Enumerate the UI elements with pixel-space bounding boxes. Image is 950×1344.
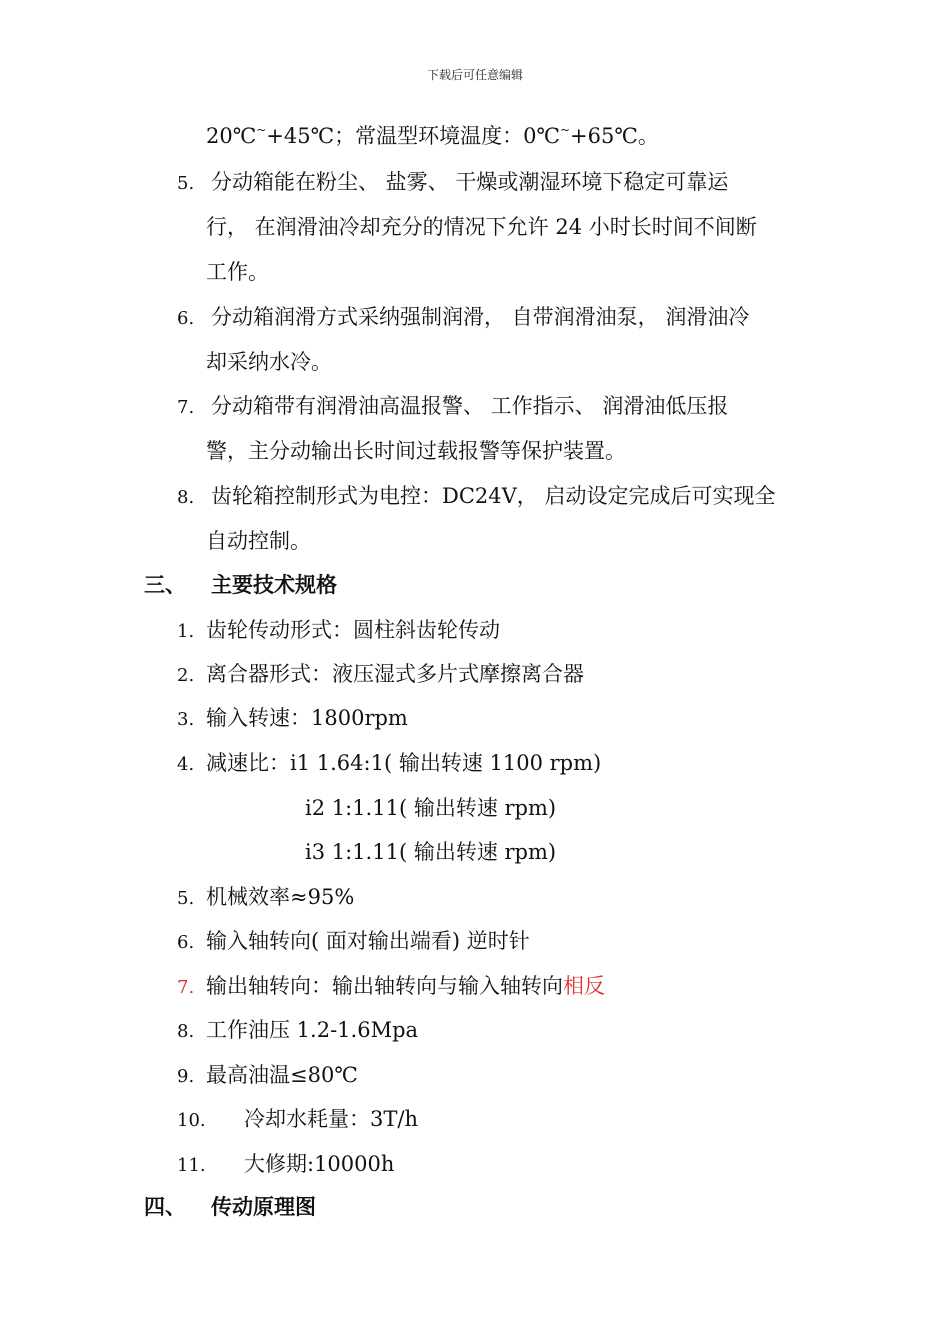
- spec-text: 工作油压 1.2-1.6Mpa: [206, 1018, 419, 1042]
- intro-part-a: 20℃: [206, 124, 257, 148]
- intro-tilde-2: ~: [559, 123, 571, 137]
- spec-text: 齿轮传动形式：圆柱斜齿轮传动: [206, 618, 500, 642]
- spec-number: 8.: [177, 1021, 195, 1042]
- spec-text: [206, 972, 605, 1000]
- spec-text: 机械效率≈95%: [206, 885, 355, 909]
- spec-text: 输入转速：1800rpm: [206, 706, 408, 730]
- highlight-text: 相反: [563, 974, 605, 998]
- section-number: 三、: [144, 573, 186, 597]
- spec-number: 5.: [177, 888, 195, 909]
- spec-number: 11.: [177, 1155, 206, 1176]
- spec-number: 6.: [177, 932, 195, 953]
- spec-number: 10.: [177, 1110, 206, 1131]
- item-text: 自动控制。: [206, 529, 311, 553]
- item-number: 5.: [177, 173, 195, 194]
- section-number: 四、: [144, 1195, 186, 1219]
- item-number: 6.: [177, 308, 195, 329]
- spec-number: 7.: [177, 977, 195, 998]
- intro-part-b: +45℃；常温型环境温度：0℃: [266, 124, 560, 148]
- item-text: 分动箱能在粉尘、 盐雾、 干燥或潮湿环境下稳定可靠运: [211, 170, 729, 194]
- spec-number: 3.: [177, 709, 195, 730]
- item-number: 8.: [177, 487, 195, 508]
- spec-number: 1.: [177, 621, 195, 642]
- spec-text-main: 输出轴转向：输出轴转向与输入轴转向: [206, 974, 563, 998]
- page-header: 下载后可任意编辑: [426, 68, 523, 82]
- spec-number: 4.: [177, 754, 195, 775]
- spec-text: 大修期:10000h: [244, 1152, 395, 1176]
- spec-text: 最高油温≤80℃: [206, 1063, 358, 1087]
- item-text: 工作。: [206, 260, 269, 284]
- spec-text: 减速比：i1 1.64:1( 输出转速 1100 rpm): [206, 751, 602, 775]
- spec-text: 离合器形式：液压湿式多片式摩擦离合器: [206, 662, 584, 686]
- item-text: 齿轮箱控制形式为电控：DC24V， 启动设定完成后可实现全: [211, 484, 776, 508]
- spec-text-sub: i3 1:1.11( 输出转速 rpm): [305, 840, 557, 864]
- spec-text: 输入轴转向( 面对输出端看) 逆时针: [206, 929, 530, 953]
- spec-text-sub: i2 1:1.11( 输出转速 rpm): [305, 796, 557, 820]
- spec-number: 2.: [177, 665, 195, 686]
- intro-tilde-1: ~: [256, 123, 267, 137]
- item-text: 分动箱带有润滑油高温报警、 工作指示、 润滑油低压报: [211, 394, 729, 418]
- item-text: 分动箱润滑方式采纳强制润滑， 自带润滑油泵， 润滑油冷: [211, 305, 750, 329]
- section-title: 传动原理图: [211, 1195, 316, 1219]
- section-title: 主要技术规格: [211, 573, 337, 597]
- item-text: 却采纳水冷。: [206, 350, 332, 374]
- spec-number: 9.: [177, 1066, 195, 1087]
- intro-part-c: +65℃。: [570, 124, 659, 148]
- item-text: 行， 在润滑油冷却充分的情况下允许 24 小时长时间不间断: [206, 215, 757, 239]
- item-text: 警，主分动输出长时间过载报警等保护装置。: [206, 439, 626, 463]
- intro-line: [206, 122, 659, 153]
- item-number: 7.: [177, 397, 195, 418]
- spec-text: 冷却水耗量：3T/h: [244, 1107, 418, 1131]
